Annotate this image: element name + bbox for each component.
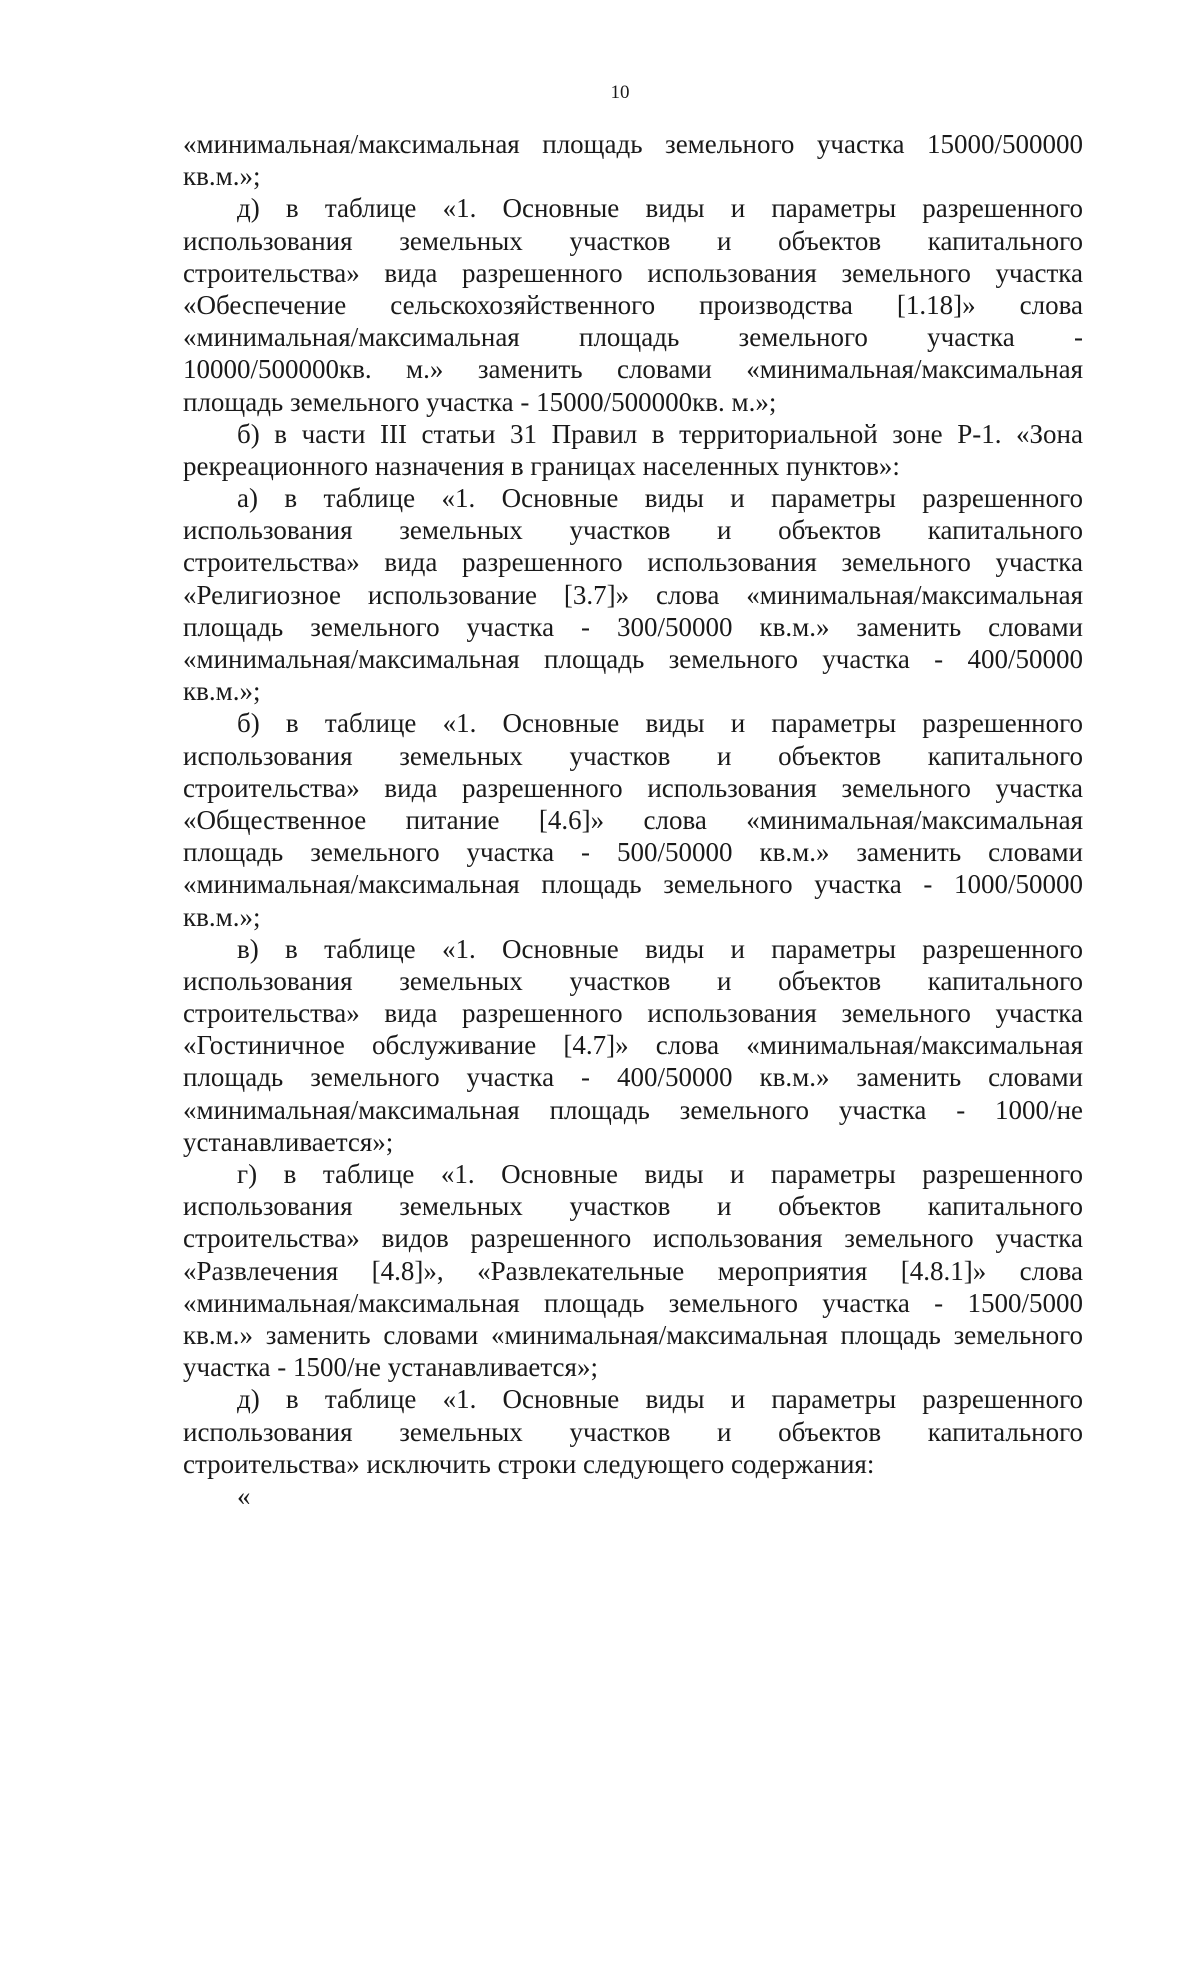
page-number: 10	[610, 82, 630, 103]
text-line: использования земельных участков и объектов капитального	[183, 1191, 1083, 1222]
text-line: использования земельных участков и объектов капитального	[183, 740, 1083, 771]
text-line: «Религиозное использование [3.7]» слова «минимальная/максимальная	[183, 579, 1083, 610]
text-line: «минимальная/максимальная площадь земельного участка - 400/50000	[183, 644, 1083, 674]
text-line: «минимальная/максимальная площадь земельного участка - 1000/50000	[183, 869, 1083, 900]
text-line: устанавливается»;	[183, 1126, 394, 1157]
text-line: кв.м.»;	[183, 901, 261, 932]
text-line: строительства» вида разрешенного использования земельного участка	[183, 547, 1083, 578]
text-line: кв.м.»;	[183, 161, 261, 192]
text-line: в) в таблице «1. Основные виды и параметры разрешенного	[237, 933, 1083, 964]
text-line: «минимальная/максимальная площадь земельного участка - 1000/не	[183, 1094, 1083, 1125]
text-line: б) в таблице «1. Основные виды и параметры разрешенного	[237, 708, 1083, 739]
text-line: кв.м.» заменить словами «минимальная/максимальная площадь земельного	[183, 1319, 1083, 1350]
text-line: «минимальная/максимальная площадь земельного участка 15000/500000	[183, 129, 1083, 159]
text-line: участка - 1500/не устанавливается»;	[183, 1352, 598, 1383]
text-line: «Обеспечение сельскохозяйственного производства [1.18]» слова	[183, 289, 1083, 320]
text-line: рекреационного назначения в границах населенных пунктов»:	[183, 450, 900, 481]
text-line: «Развлечения [4.8]», «Развлекательные мероприятия [4.8.1]» слова	[183, 1255, 1083, 1286]
text-line: площадь земельного участка - 400/50000 кв.м.» заменить словами	[183, 1062, 1083, 1093]
text-line: строительства» вида разрешенного использования земельного участка	[183, 998, 1083, 1029]
text-line: г) в таблице «1. Основные виды и параметры разрешенного	[237, 1159, 1083, 1189]
text-line: использования земельных участков и объектов капитального	[183, 225, 1083, 256]
text-line: а) в таблице «1. Основные виды и параметры разрешенного	[237, 483, 1083, 514]
text-line: использования земельных участков и объектов капитального	[183, 1416, 1083, 1447]
text-line: б) в части III статьи 31 Правил в территориальной зоне Р-1. «Зона	[237, 418, 1083, 449]
text-line: строительства» исключить строки следующего содержания:	[183, 1448, 875, 1479]
text-line: «	[237, 1480, 251, 1511]
text-line: 10000/500000кв. м.» заменить словами «минимальная/максимальная	[183, 354, 1083, 385]
text-line: «Гостиничное обслуживание [4.7]» слова «минимальная/максимальная	[183, 1030, 1083, 1061]
text-line: кв.м.»;	[183, 676, 261, 707]
text-line: строительства» вида разрешенного использования земельного участка	[183, 772, 1083, 803]
text-line: площадь земельного участка - 300/50000 кв.м.» заменить словами	[183, 611, 1083, 642]
text-line: д) в таблице «1. Основные виды и параметры разрешенного	[237, 193, 1083, 224]
text-line: «минимальная/максимальная площадь земельного участка -	[183, 322, 1083, 353]
text-line: д) в таблице «1. Основные виды и параметры разрешенного	[237, 1384, 1083, 1415]
document-body	[183, 128, 1083, 1512]
text-line: «минимальная/максимальная площадь земельного участка - 1500/5000	[183, 1287, 1083, 1318]
text-line: площадь земельного участка - 500/50000 кв.м.» заменить словами	[183, 837, 1083, 868]
text-line: строительства» вида разрешенного использования земельного участка	[183, 257, 1083, 288]
text-line: использования земельных участков и объектов капитального	[183, 515, 1083, 546]
text-line: строительства» видов разрешенного использования земельного участка	[183, 1223, 1083, 1254]
text-line: использования земельных участков и объектов капитального	[183, 965, 1083, 996]
text-line: площадь земельного участка - 15000/500000кв. м.»;	[183, 386, 777, 417]
text-line: «Общественное питание [4.6]» слова «минимальная/максимальная	[183, 804, 1083, 835]
